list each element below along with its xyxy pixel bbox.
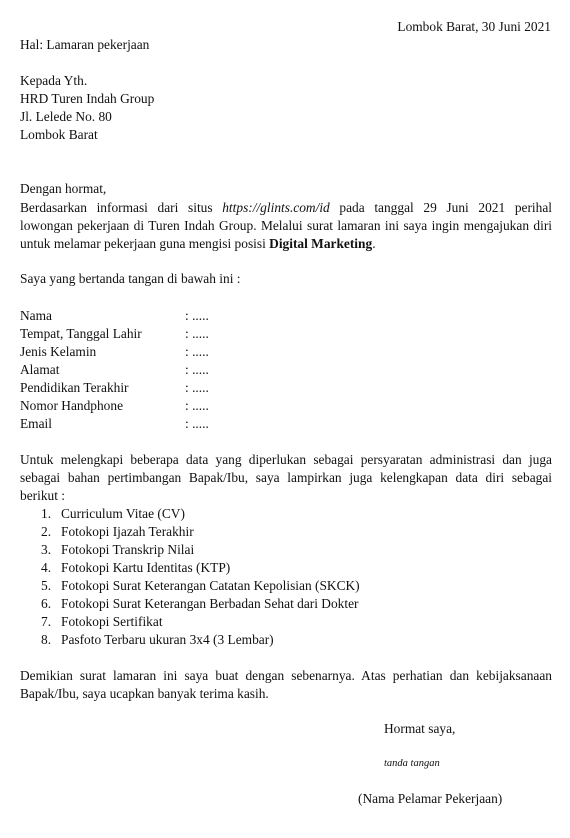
greeting: Dengan hormat,: [20, 181, 107, 196]
signature-placeholder: tanda tangan: [384, 758, 440, 769]
position-name: Digital Marketing: [269, 236, 373, 251]
intro-line-3: untuk melamar pekerjaan guna mengisi posisi Digital Marketing.: [20, 236, 376, 251]
list-item: 3. Fotokopi Transkrip Nilai: [41, 542, 195, 557]
attachment-intro-line: berikut :: [20, 488, 65, 503]
closing-line: Demikian surat lamaran ini saya buat dengan sebenarnya. Atas perhatian dan kebijaksanaan: [20, 668, 552, 683]
field-label: Nomor Handphone: [20, 398, 124, 413]
field-value: : .....: [185, 398, 209, 413]
list-item: 2. Fotokopi Ijazah Terakhir: [41, 524, 194, 539]
field-label: Email: [20, 416, 52, 431]
list-item: 4. Fotokopi Kartu Identitas (KTP): [41, 560, 231, 575]
field-value: : .....: [185, 362, 209, 377]
field-label: Jenis Kelamin: [20, 344, 97, 359]
intro-line-1: Berdasarkan informasi dari situs https://glints.com/id pada tanggal 29 Juni 2021 perihal: [20, 200, 553, 215]
source-url: https://glints.com/id: [222, 200, 330, 215]
subject-line: Hal: Lamaran pekerjaan: [20, 37, 150, 52]
field-value: : .....: [185, 326, 209, 341]
intro-line-2: lowongan pekerjaan di Turen Indah Group. Melalui surat lamaran ini saya ingin mengajukan diri: [20, 218, 552, 233]
field-label: Alamat: [20, 362, 60, 377]
list-item: 8. Pasfoto Terbaru ukuran 3x4 (3 Lembar): [41, 632, 274, 647]
attachment-intro-paragraph: [20, 451, 552, 505]
list-item: 7. Fotokopi Sertifikat: [41, 614, 163, 629]
list-item: 6. Fotokopi Surat Keterangan Berbadan Sehat dari Dokter: [41, 596, 359, 611]
list-item: 1. Curriculum Vitae (CV): [41, 506, 185, 521]
field-value: : .....: [185, 308, 209, 323]
signoff: Hormat saya,: [384, 721, 456, 736]
recipient-line: Kepada Yth.: [20, 73, 88, 88]
recipient-line: Lombok Barat: [20, 127, 98, 142]
attachment-intro-line: Untuk melengkapi beberapa data yang diperlukan sebagai persyaratan administrasi dan juga: [20, 452, 552, 467]
recipient-line: HRD Turen Indah Group: [20, 91, 155, 106]
field-value: : .....: [185, 416, 209, 431]
field-value: : .....: [185, 380, 209, 395]
list-item: 5. Fotokopi Surat Keterangan Catatan Kepolisian (SKCK): [41, 578, 360, 593]
intro-paragraph: [20, 199, 552, 253]
field-value: : .....: [185, 344, 209, 359]
recipient-line: Jl. Lelede No. 80: [20, 109, 112, 124]
undersigned-statement: Saya yang bertanda tangan di bawah ini :: [20, 271, 241, 286]
attachment-intro-line: sebagai bahan pertimbangan Bapak/Ibu, saya lampirkan juga kelengkapan data diri sebagai: [20, 470, 552, 485]
field-label: Tempat, Tanggal Lahir: [20, 326, 142, 341]
place-date: Lombok Barat, 30 Juni 2021: [397, 19, 551, 34]
field-label: Pendidikan Terakhir: [20, 380, 129, 395]
signer-name: (Nama Pelamar Pekerjaan): [358, 791, 503, 806]
closing-line: Bapak/Ibu, saya ucapkan banyak terima kasih.: [20, 686, 269, 701]
closing-paragraph: [20, 667, 552, 703]
field-label: Nama: [20, 308, 52, 323]
